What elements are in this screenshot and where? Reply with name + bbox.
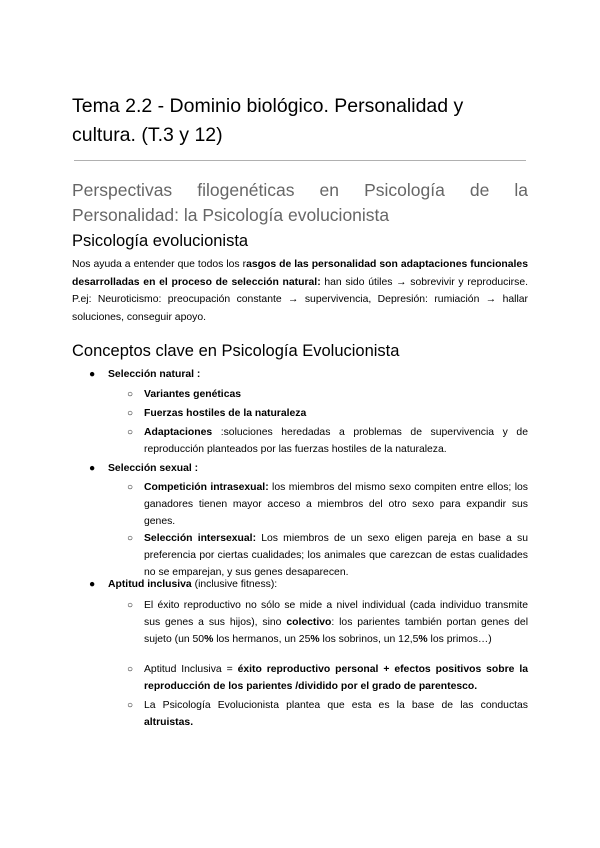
section-heading <box>72 178 528 228</box>
subitem-text: Fuerzas hostiles de la naturaleza <box>144 408 307 419</box>
subitem-bold: colectivo <box>286 617 332 628</box>
circle-bullet-icon: ○ <box>127 600 134 611</box>
subitem-adaptaciones <box>72 424 528 458</box>
subitem-text: : los parientes también portan genes del sujeto (un 50 <box>144 617 529 645</box>
subitem-text: :soluciones heredadas a problemas de supervivencia y de reproducción planteados por las fuerzas hostiles de la naturaleza. <box>144 427 528 455</box>
subitem-text: Aptitud Inclusiva = <box>144 664 238 675</box>
subitem-text: los miembros del mismo sexo compiten entre ellos; los ganadores tienen mayor acceso a miembros del otro sexo para expandir sus genes. <box>144 482 528 527</box>
sublist-sexual-2 <box>72 530 528 581</box>
subitem-bold: % <box>204 634 214 645</box>
subitem-text: los hermanos, un 25 <box>213 634 311 645</box>
list-aptitud <box>72 576 528 593</box>
subitem-text: Variantes genéticas <box>144 389 242 400</box>
subitem-formula <box>72 661 528 695</box>
subitem-bold: altruistas. <box>144 717 194 728</box>
para-bold-1: asgos de las personalidad son adaptaciones funcionales desarrolladas en el proceso de selección natural: <box>72 259 528 288</box>
para-text-2: han sido útiles → sobrevivir y reproducirse. P.ej: Neuroticismo: preocupación constante → supervivencia, Depresión: rumiación → hallar soluciones, conseguir apoyo. <box>72 276 528 323</box>
document-title: Tema 2.2 - Dominio biológico. Personalidad y cultura. (T.3 y 12) <box>72 95 464 146</box>
sublist-aptitud-3 <box>72 697 528 731</box>
list-sexual <box>72 460 528 477</box>
circle-bullet-icon: ○ <box>127 408 134 419</box>
list-item-sexual <box>72 460 528 477</box>
subitem-text: Los miembros de un sexo eligen pareja en base a su preferencia por ciertas cualidades; los animales que carezcan de estas cualidades no se emparejan, y sus genes desaparecen. <box>144 533 528 578</box>
list-natural <box>72 366 528 383</box>
subitem-altruistas <box>72 697 528 731</box>
sublist-aptitud-2 <box>72 661 528 695</box>
subitem-bold: Competición intrasexual: <box>144 482 269 493</box>
circle-bullet-icon: ○ <box>127 533 134 544</box>
sexual-label: Selección sexual : <box>108 463 199 474</box>
subitem-text: El éxito reproductivo no sólo se mide a nivel individual (cada individuo transmite sus genes a sus hijos), sino <box>144 600 528 628</box>
section-heading-line2: Personalidad: la Psicología evolucionista <box>72 205 390 225</box>
subitem-intrasexual <box>72 479 528 530</box>
bullet-icon: ● <box>89 369 96 380</box>
sublist-aptitud-1 <box>72 597 528 648</box>
circle-bullet-icon: ○ <box>127 700 134 711</box>
intro-paragraph <box>72 256 528 326</box>
aptitud-label-text: (inclusive fitness): <box>191 579 278 590</box>
subitem-bold: % <box>310 634 320 645</box>
subitem-variantes <box>72 386 528 403</box>
circle-bullet-icon: ○ <box>127 427 134 438</box>
bullet-icon: ● <box>89 579 96 590</box>
subitem-bold: éxito reproductivo personal + efectos positivos sobre la reproducción de los parientes /dividido por el grado de parentesco. <box>144 664 528 692</box>
subitem-text: los primos…) <box>427 634 492 645</box>
subitem-text: los sobrinos, un 12,5 <box>319 634 419 645</box>
list-item-natural <box>72 366 528 383</box>
subitem-fuerzas <box>72 405 528 422</box>
circle-bullet-icon: ○ <box>127 482 134 493</box>
subheading-psicologia-evolucionista: Psicología evolucionista <box>72 232 249 250</box>
section-heading-line1: Perspectivas filogenéticas en Psicología de la <box>72 180 528 200</box>
para-text-1: Nos ayuda a entender que todos los r <box>72 259 247 270</box>
sublist-natural-3 <box>72 424 528 458</box>
aptitud-label: Aptitud inclusiva <box>108 579 192 590</box>
circle-bullet-icon: ○ <box>127 389 134 400</box>
list-item-aptitud <box>72 576 528 593</box>
bullet-icon: ● <box>89 463 96 474</box>
subitem-bold: Selección intersexual: <box>144 533 257 544</box>
sublist-natural-2 <box>72 405 528 422</box>
natural-label: Selección natural : <box>108 369 201 380</box>
sublist-natural <box>72 386 528 403</box>
subitem-intersexual <box>72 530 528 581</box>
subitem-exito <box>72 597 528 648</box>
circle-bullet-icon: ○ <box>127 664 134 675</box>
subitem-bold: Adaptaciones <box>144 427 213 438</box>
subitem-text: La Psicología Evolucionista plantea que esta es la base de las conductas <box>144 700 528 711</box>
title-divider <box>74 160 526 161</box>
subheading-conceptos-clave: Conceptos clave en Psicología Evolucionista <box>72 342 400 360</box>
sublist-sexual-1 <box>72 479 528 530</box>
subitem-bold: % <box>418 634 428 645</box>
